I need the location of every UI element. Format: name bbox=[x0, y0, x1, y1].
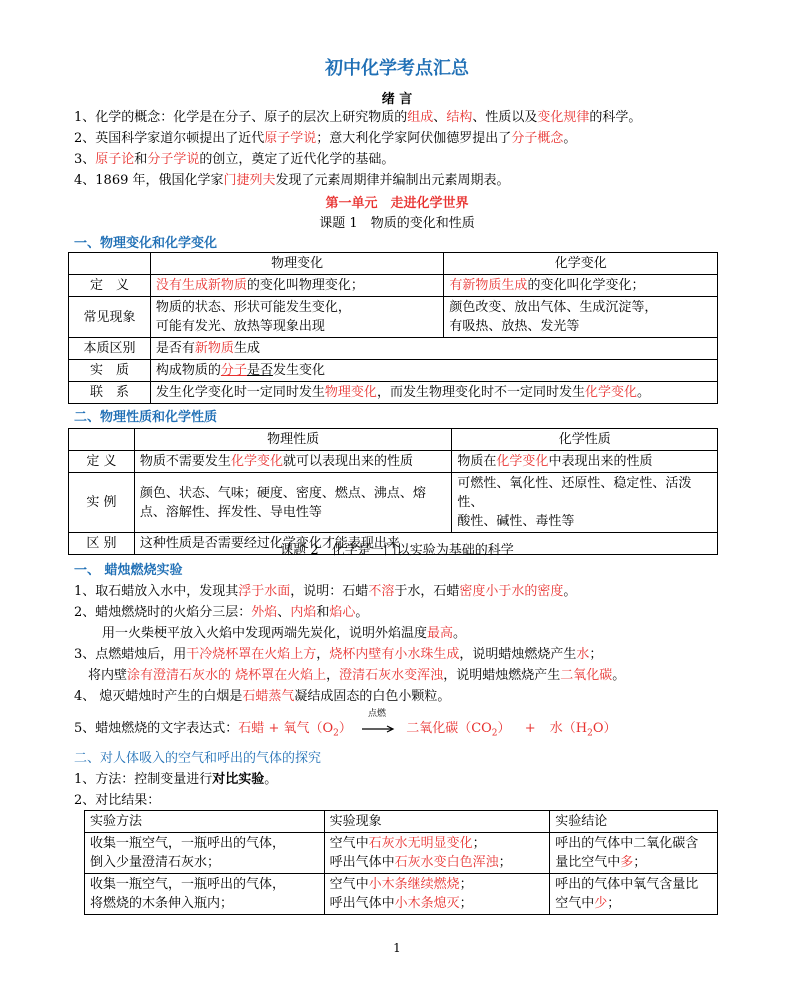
candle-equation-line: 5、蜡烛燃烧的文字表达式：石蜡 + 氧气$(O_2)$ 点燃 二氧化碳$(CO_2)$ + 水$(H_2O)$ bbox=[74, 708, 617, 739]
table-row bbox=[69, 297, 718, 338]
table-cell: 构成物质的分子是否发生变化 bbox=[150, 360, 717, 382]
row-label: 联 系 bbox=[69, 382, 151, 404]
table-header-row bbox=[69, 253, 718, 275]
intro-line-4: 4、1869 年，俄国化学家门捷列夫发现了元素周期律并编制出元素周期表。 bbox=[74, 173, 510, 188]
unit-heading: 第一单元 走进化学世界 bbox=[325, 196, 469, 211]
table-cell: 可燃性、氧化性、还原性、稳定性、活泼性、 酸性、碱性、毒性等 bbox=[452, 473, 718, 533]
intro-line-1: 1、化学的概念：化学是在分子、原子的层次上研究物质的组成、结构、性质以及变化规律的科学。 bbox=[74, 110, 642, 125]
table-header-row bbox=[85, 811, 718, 833]
header-phenomenon: 实验现象 bbox=[324, 811, 550, 833]
candle-line-3b: 将内壁涂有澄清石灰水的 烧杯罩在火焰上，澄清石灰水变浑浊，说明蜡烛燃烧产生二氧化碳。 bbox=[88, 668, 626, 683]
row-label: 区 别 bbox=[69, 533, 135, 555]
table-cell: 颜色、状态、气味；硬度、密度、燃点、沸点、熔 点、溶解性、挥发性、导电性等 bbox=[134, 473, 451, 533]
table-cell: 呼出的气体中氧气含量比 空气中少； bbox=[550, 874, 718, 915]
lesson-2-heading: 课题 2 化学是一门以实验为基础的科学 bbox=[280, 543, 514, 558]
candle-line-2: 2、蜡烛燃烧时的火焰分三层：外焰、内焰和焰心。 bbox=[74, 605, 369, 620]
table-cell: 发生化学变化时一定同时发生物理变化，而发生物理变化时不一定同时发生化学变化。 bbox=[150, 382, 717, 404]
row-label: 常见现象 bbox=[69, 297, 151, 338]
intro-line-3: 3、原子论和分子学说的创立，奠定了近代化学的基础。 bbox=[74, 152, 395, 167]
page-number: 1 bbox=[393, 941, 401, 955]
equation-product-co2: 二氧化碳$(CO_2)$ bbox=[406, 721, 511, 739]
candle-line-1: 1、取石蜡放入水中，发现其浮于水面，说明：石蜡不溶于水，石蜡密度小于水的密度。 bbox=[74, 584, 577, 599]
equation-reactant-oxygen: 氧气$(O_2)$ bbox=[283, 721, 352, 739]
intro-heading: 绪 言 bbox=[381, 92, 413, 107]
table-row bbox=[69, 360, 718, 382]
table-cell: 颜色改变、放出气体、生成沉淀等， 有吸热、放热、发光等 bbox=[444, 297, 718, 338]
table-row bbox=[69, 275, 718, 297]
breath-line-2: 2、对比结果： bbox=[74, 793, 161, 808]
table-physical-chemical-property bbox=[68, 428, 718, 555]
table-row bbox=[85, 833, 718, 874]
table-corner-cell bbox=[69, 253, 151, 275]
table-physical-chemical-change bbox=[68, 252, 718, 404]
header-chemical-change: 化学变化 bbox=[444, 253, 718, 275]
section-4-heading: 二、对人体吸入的空气和呼出的气体的探究 bbox=[74, 751, 322, 766]
row-label: 实 例 bbox=[69, 473, 135, 533]
candle-line-3: 3、点燃蜡烛后，用干冷烧杯罩在火焰上方，烧杯内壁有小水珠生成，说明蜡烛燃烧产生水； bbox=[74, 647, 603, 662]
header-conclusion: 实验结论 bbox=[550, 811, 718, 833]
header-physical-property: 物理性质 bbox=[134, 429, 451, 451]
arrow-icon bbox=[362, 725, 396, 733]
row-label: 本质区别 bbox=[69, 338, 151, 360]
table-cell: 是否有新物质生成 bbox=[150, 338, 717, 360]
table-cell: 呼出的气体中二氧化碳含 量比空气中多； bbox=[550, 833, 718, 874]
header-physical-change: 物理变化 bbox=[150, 253, 444, 275]
table-cell: 这种性质是否需要经过化学变化才能表现出来 bbox=[134, 533, 717, 555]
table-cell: 收集一瓶空气，一瓶呼出的气体， 将燃烧的木条伸入瓶内； bbox=[85, 874, 325, 915]
table-row bbox=[69, 338, 718, 360]
table-cell: 物质的状态、形状可能发生变化， 可能有发光、放热等现象出现 bbox=[150, 297, 444, 338]
header-method: 实验方法 bbox=[85, 811, 325, 833]
table-cell: 有新物质生成的变化叫化学变化； bbox=[444, 275, 718, 297]
intro-line-2: 2、英国科学家道尔顿提出了近代原子学说；意大利化学家阿伏伽德罗提出了分子概念。 bbox=[74, 131, 577, 146]
equation-product-water: 水$(H_2O)$ bbox=[549, 721, 617, 739]
section-3-heading: 一、 蜡烛燃烧实验 bbox=[74, 563, 183, 578]
table-row bbox=[85, 874, 718, 915]
table-row bbox=[69, 382, 718, 404]
row-label: 实 质 bbox=[69, 360, 151, 382]
section-1-heading: 一、物理变化和化学变化 bbox=[74, 236, 218, 251]
table-breath-comparison bbox=[84, 810, 718, 915]
candle-line-2b: 用一火柴梗平放入火焰中发现两端先炭化，说明外焰温度最高。 bbox=[102, 626, 467, 641]
equation-arrow bbox=[362, 708, 396, 733]
equation-condition: 点燃 bbox=[368, 708, 387, 719]
equation-reactant-wax: 石蜡 bbox=[238, 721, 265, 736]
table-row bbox=[69, 451, 718, 473]
breath-line-1: 1、方法：控制变量进行对比实验。 bbox=[74, 772, 278, 787]
table-corner-cell bbox=[69, 429, 135, 451]
row-label: 定 义 bbox=[69, 275, 151, 297]
section-2-heading: 二、物理性质和化学性质 bbox=[74, 410, 218, 425]
table-cell: 物质在化学变化中表现出来的性质 bbox=[452, 451, 718, 473]
table-row bbox=[69, 473, 718, 533]
table-cell: 空气中小木条继续燃烧； 呼出气体中小木条熄灭； bbox=[324, 874, 550, 915]
row-label: 定 义 bbox=[69, 451, 135, 473]
page-title: 初中化学考点汇总 bbox=[325, 58, 469, 79]
lesson-1-heading: 课题 1 物质的变化和性质 bbox=[319, 216, 475, 231]
table-header-row bbox=[69, 429, 718, 451]
candle-line-4: 4、 熄灭蜡烛时产生的白烟是石蜡蒸气凝结成固态的白色小颗粒。 bbox=[74, 689, 451, 704]
table-cell: 收集一瓶空气，一瓶呼出的气体， 倒入少量澄清石灰水； bbox=[85, 833, 325, 874]
table-cell: 没有生成新物质的变化叫物理变化； bbox=[150, 275, 444, 297]
table-cell: 物质不需要发生化学变化就可以表现出来的性质 bbox=[134, 451, 451, 473]
header-chemical-property: 化学性质 bbox=[452, 429, 718, 451]
table-cell: 空气中石灰水无明显变化； 呼出气体中石灰水变白色浑浊； bbox=[324, 833, 550, 874]
